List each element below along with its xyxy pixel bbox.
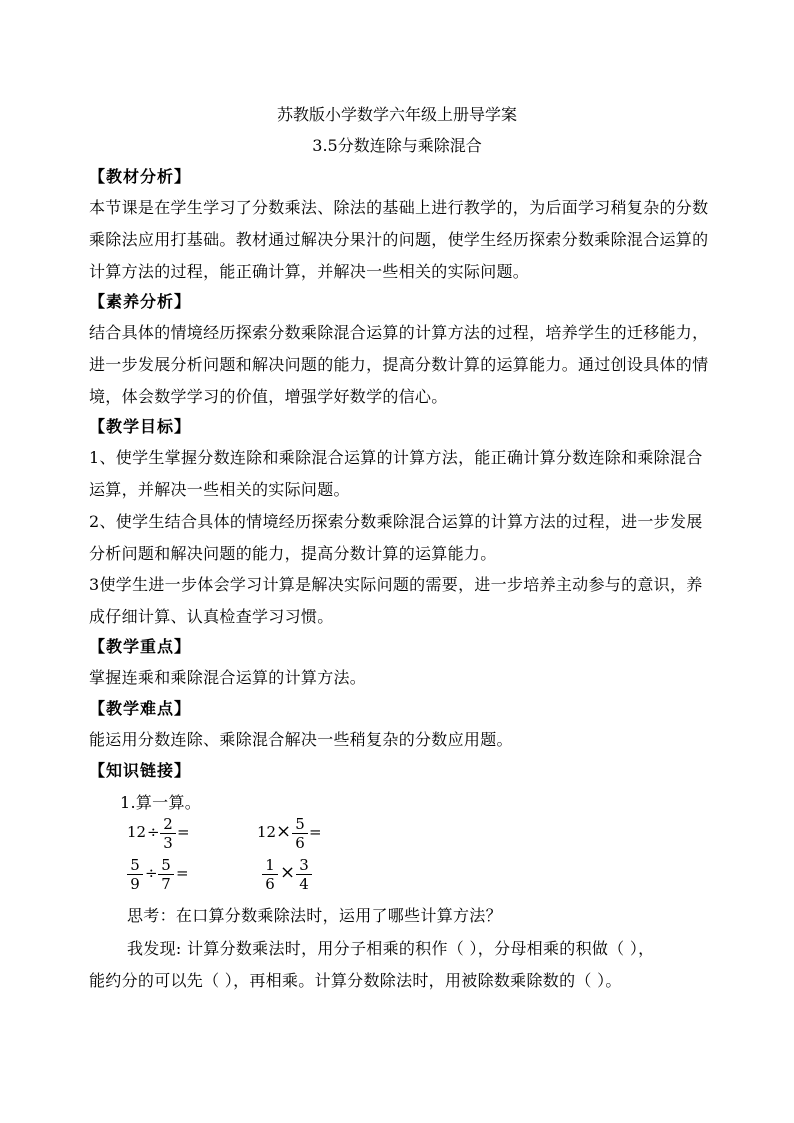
paragraph-line: 计算方法的过程，能正确计算，并解决一些相关的实际问题。	[89, 262, 530, 281]
divide-operator: ÷	[145, 864, 158, 882]
numerator: 5	[158, 856, 174, 875]
divide-operator: ÷	[147, 823, 160, 841]
numerator: 5	[292, 815, 308, 834]
paragraph-line: 能运用分数连除、乘除混合解决一些稍复杂的分数应用题。	[89, 730, 513, 749]
exercise-label: 1.算一算。	[120, 793, 202, 812]
denominator: 9	[130, 875, 140, 893]
numerator: 2	[160, 815, 176, 834]
section-heading-difficult: 【教学难点】	[89, 699, 192, 718]
paragraph-line: 本节课是在学生学习了分数乘法、除法的基础上进行教学的，为后面学习稍复杂的分数	[89, 198, 709, 217]
paragraph-line: 进一步发展分析问题和解决问题的能力，提高分数计算的运算能力。通过创设具体的情	[89, 355, 709, 374]
denominator: 3	[163, 834, 173, 852]
paragraph-line: 1、使学生掌握分数连除和乘除混合运算的计算方法，能正确计算分数连除和乘除混合	[89, 448, 703, 467]
fraction	[296, 856, 312, 893]
section-heading-material: 【教材分析】	[89, 167, 192, 186]
equals-sign: =	[176, 864, 189, 882]
fill-blank-line-2: 能约分的可以先（ ），再相乘。计算分数除法时，用被除数乘除数的（ ）。	[89, 971, 622, 990]
paragraph-line: 乘除法应用打基础。教材通过解决分果汁的问题，使学生经历探索分数乘除混合运算的	[89, 230, 709, 249]
denominator: 4	[299, 875, 309, 893]
section-heading-links: 【知识链接】	[89, 761, 192, 780]
numerator: 5	[127, 856, 143, 875]
fill-blank-line-1: 我发现: 计算分数乘法时，用分子相乘的积作（ ），分母相乘的积做（ ），	[127, 939, 655, 958]
paragraph-line: 结合具体的情境经历探索分数乘除混合运算的计算方法的过程，培养学生的迁移能力，	[89, 323, 709, 342]
numerator: 1	[262, 856, 278, 875]
denominator: 7	[161, 875, 171, 893]
think-question: 思考：在口算分数乘除法时，运用了哪些计算方法？	[127, 906, 502, 925]
equals-sign: =	[309, 823, 322, 841]
equals-sign: =	[177, 823, 190, 841]
multiply-operator: ×	[280, 862, 296, 883]
paragraph-line: 2、使学生结合具体的情境经历探索分数乘除混合运算的计算方法的过程，进一步发展	[89, 512, 703, 531]
fraction	[292, 815, 308, 852]
doc-title: 苏教版小学数学六年级上册导学案	[276, 105, 517, 124]
paragraph-line: 成仔细计算、认真检查学习习惯。	[89, 607, 334, 626]
section-heading-goals: 【教学目标】	[89, 417, 192, 436]
fraction	[160, 815, 176, 852]
fraction	[158, 856, 174, 893]
fraction	[262, 856, 278, 893]
denominator: 6	[265, 875, 275, 893]
denominator: 6	[295, 834, 305, 852]
paragraph-line: 运算，并解决一些相关的实际问题。	[89, 480, 350, 499]
numerator: 3	[296, 856, 312, 875]
paragraph-line: 分析问题和解决问题的能力，提高分数计算的运算能力。	[89, 544, 497, 563]
paragraph-line: 3使学生进一步体会学习计算是解决实际问题的需要，进一步培养主动参与的意识，养	[89, 575, 703, 594]
integer: 12	[257, 823, 277, 841]
section-heading-literacy: 【素养分析】	[89, 292, 192, 311]
paragraph-line: 境，体会数学学习的价值，增强学好数学的信心。	[89, 387, 448, 406]
section-heading-key: 【教学重点】	[89, 637, 192, 656]
multiply-operator: ×	[276, 821, 292, 842]
integer: 12	[127, 823, 147, 841]
doc-subtitle: 3.5分数连除与乘除混合	[312, 136, 482, 155]
paragraph-line: 掌握连乘和乘除混合运算的计算方法。	[89, 668, 367, 687]
fraction	[127, 856, 143, 893]
